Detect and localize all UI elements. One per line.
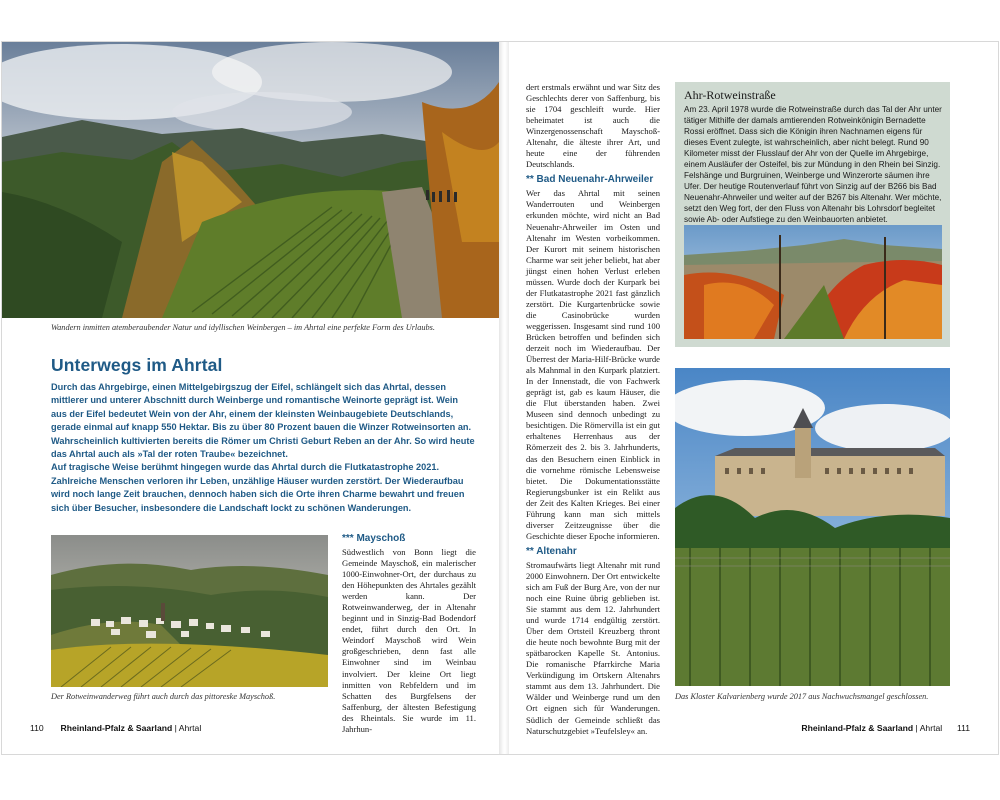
mayschoss-column — [342, 529, 476, 735]
rotwein-photo — [684, 225, 942, 339]
book-gutter — [499, 42, 509, 754]
mayschoss-caption: Der Rotweinwanderweg führt auch durch das pittoreske Mayschoß. — [51, 692, 276, 701]
rotweinstrasse-box — [675, 82, 950, 347]
page-number: 111 — [956, 723, 970, 733]
box-text: Am 23. April 1978 wurde die Rotweinstraße durch das Tal der Ahr unter tätiger Mithilfe der damals amtierenden Rotweinkönigin Bernadette Rossi eröffnet. Dass sich die Königin ihren Nachnamen eigens für dieses Event zulegte, ist wahrscheinlich, aber nicht belegt. Rund 90 Kilometer misst der Flusslauf der Ahr von der Quelle im Ahrgebirge, einem Ausläufer der Osteifel, bis zur Mündung in den Rhein bei Sinzig. Felshänge und Burgruinen, Weinberge und Winzerorte säumen ihre Ufer. Der heutige Routenverlauf führt von Sinzig auf der B266 bis Bad Neuenahr-Ahrweiler und weiter auf der B267 bis Altenahr. Wer möchte, setzt den Weg fort, der den Fluss von Altenahr bis Lohrsdorf begleitet sowie Ab- oder Aufstiege zu den Weinbauorten anbietet. — [684, 105, 942, 225]
hero-caption: Wandern inmitten atemberaubender Natur und idyllischen Weinbergen – im Ahrtal eine perfekte Form des Urlaubs. — [51, 323, 435, 332]
right-footer — [801, 723, 970, 733]
hero-photo — [2, 42, 499, 318]
footer-section: Rheinland-Pfalz & Saarland — [60, 723, 173, 733]
right-text-column-1 — [526, 82, 660, 737]
footer-section: Rheinland-Pfalz & Saarland — [801, 723, 914, 733]
footer-separator: | — [913, 723, 920, 733]
altenahr-heading: ** Altenahr — [526, 545, 577, 557]
mayschoss-photo — [51, 535, 328, 687]
neuenahr-heading: ** Bad Neuenahr-Ahrweiler — [526, 174, 654, 186]
mayschoss-heading: *** Mayschoß — [342, 533, 406, 544]
box-title: Ahr-Rotweinstraße — [684, 88, 776, 102]
intro-text — [51, 381, 475, 515]
mayschoss-text: Südwestlich von Bonn liegt die Gemeinde Mayschoß, ein malerischer 1000-Einwohner-Ort, der durchaus zu den Höhepunkten des Ahrtales gezählt werden kann. Der Rotweinwanderweg, der in Altenahr beginnt und in Sinzig-Bad Bodendorf endet, führt durch den Ort. In Weindorf Mayschoß wird Wein großgeschrieben, denn fast alle Einwohner sind im Weinbau involviert. Der kleine Ort liegt inmitten von Rebfeldern und im Schatten des Burgfelsens der Saffenburg, der ältesten Befestigung des Rheintals. Sie wurde im 11. Jahrhun- — [342, 547, 476, 734]
neuenahr-text: Wer das Ahrtal mit seinen Wanderrouten und Weinbergen erkunden möchte, wird nicht an Bad Neuenahr-Ahrweiler im Osten und Altenahr im Westen vorbeikommen. Der Kurort mit seinem historischen Charme war seit jeher beliebt, hat aber jüngst einen hohen Verlust erleben müssen. Wurde doch der Kurpark bei der Flutkatastrophe 2021 fast gänzlich zerstört. Die Kurgartenbrücke sowie die Casinobrücke wurden weggerissen. Insgesamt sind rund 100 Brücken betroffen und befinden sich derzeit noch im Wiederaufbau. Der Überrest der Maria-Hilf-Brücke wurde als Mahnmal in den Kurpark platziert. In der Innenstadt, die von Fachwerk geprägt ist, gab es kaum Häuser, die die Flut überstanden haben. Zwei Museen sind dennoch unbedingt zu besichtigen. Die Römervilla ist ein gut erhaltenes Herrenhaus aus der Römerzeit des 2. bis 3. Jahrhunderts, das den Besuchern einen Einblick in die vornehme römische Lebensweise bietet. Die Dokumentationsstätte Regierungsbunker ist ein Relikt aus der Zeit des Kalten Krieges. Bei einer Führung kann man sich mittels diverser Zeitzeugnisse über die Geschichte dieser Epoche informieren. — [526, 188, 660, 541]
footer-region: Ahrtal — [178, 723, 202, 733]
kloster-photo — [675, 368, 950, 686]
section-heading: Unterwegs im Ahrtal — [51, 355, 223, 375]
altenahr-text: Stromaufwärts liegt Altenahr mit rund 2000 Einwohnern. Der Ort entwickelte sich am Fuß der Burg Are, von der nur noch eine Ruine übrig geblieben ist. Sie stammt aus dem 12. Jahrhundert und wurde 1714 endgültig zerstört. Über dem Ortsteil Kreuzberg thront die heute noch bewohnte Burg mit der spätbarocken Kapelle St. Antonius. Die romanische Pfarrkirche Maria Verkündigung im Ortskern Altenahrs stammt aus dem 13. Jahrhundert. Die Wälder und Weinberge rund um den Ort eignen sich für Wanderungen. Südlich der Gemeinde schließt das Naturschutzgebiet »Teufelsley« an. — [526, 559, 660, 736]
intro-paragraph: Durch das Ahrgebirge, einen Mittelgebirgszug der Eifel, schlängelt sich das Ahrtal, dessen mittlerer und unterer Abschnitt durch Weinberge und romantische Weinorte geprägt ist. Wein aus der Eifel bedeutet Wein von der Ahr, einem der kleinsten Weinbaugebiete Deutschlands, gerade einmal auf knapp 550 Hektar. Bis zu über 80 Prozent bauen die Winzer Rotweinsorten an. Wahrscheinlich kultivierten bereits die Römer um Christi Geburt Reben an der Ahr. So wird heute das Ahrtal auch als »Tal der roten Traube« bezeichnet. — [51, 382, 475, 460]
book-spread — [2, 42, 998, 754]
left-footer — [30, 723, 201, 733]
kloster-caption: Das Kloster Kalvarienberg wurde 2017 aus Nachwuchsmangel geschlossen. — [675, 692, 929, 701]
mayschoss-continuation: dert erstmals erwähnt und war Sitz des Geschlechts derer von Saffenburg, bis sie 1704 geschleift wurde. Hier beheimatet ist auch die Winzergenossenschaft Mayschoß-Altenahr, die älteste ihrer Art, und heute eine der führenden Deutschlands. — [526, 82, 660, 170]
page-number: 110 — [30, 723, 44, 733]
intro-paragraph: Auf tragische Weise berühmt hingegen wurde das Ahrtal durch die Flutkatastrophe 2021. Zahlreiche Menschen verloren ihr Leben, unzählige Häuser wurden zerstört. Der Wiederaufbau wird noch lange Zeit brauchen, dennoch haben sich die Orte ihren Charme bewahrt und freuen sich über Besucher, insbesondere die Landschaft lockt zu schönen Wanderungen. — [51, 462, 465, 513]
footer-region: Ahrtal — [919, 723, 943, 733]
footer-separator: | — [172, 723, 179, 733]
